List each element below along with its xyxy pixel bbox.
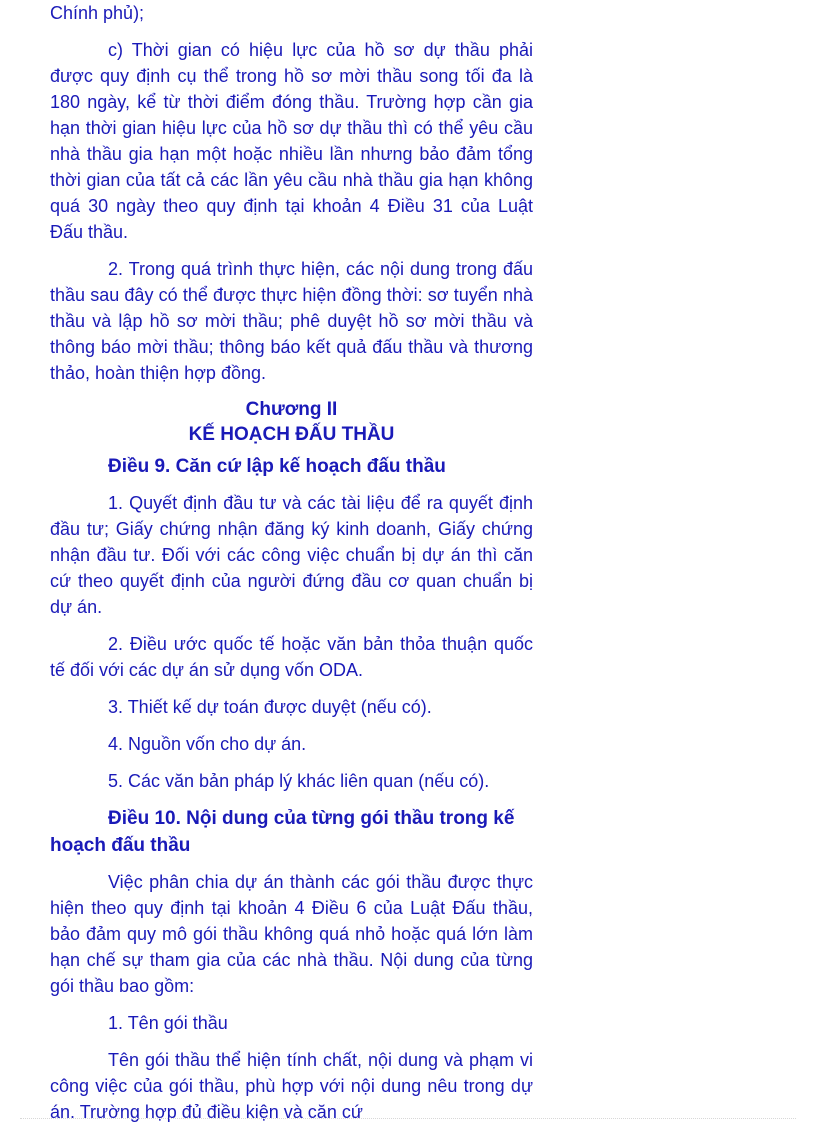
article-9-item-1: 1. Quyết định đầu tư và các tài liệu để ra quyết định đầu tư; Giấy chứng nhận đăng ký kinh doanh, Giấy chứng nhận đầu tư. Đối với các công việc chuẩn bị dự án thì căn cứ theo quyết định của người đứng đầu cơ quan chuẩn bị dự án. — [50, 493, 533, 617]
article-9-item-5: 5. Các văn bản pháp lý khác liên quan (nếu có). — [108, 771, 490, 791]
article-10-item-1-heading: 1. Tên gói thầu — [108, 1013, 228, 1033]
paragraph-c: c) Thời gian có hiệu lực của hồ sơ dự thầu phải được quy định cụ thể trong hồ sơ mời thầu song tối đa là 180 ngày, kể từ thời điểm đóng thầu. Trường hợp cần gia hạn thời gian hiệu lực của hồ sơ dự thầu thì có thể yêu cầu nhà thầu gia hạn một hoặc nhiều lần nhưng bảo đảm tổng thời gian của tất cả các lần yêu cầu nhà thầu gia hạn không quá 30 ngày theo quy định tại khoản 4 Điều 31 của Luật Đấu thầu. — [50, 40, 533, 242]
paragraph-2: 2. Trong quá trình thực hiện, các nội dung trong đấu thầu sau đây có thể được thực hiện đồng thời: sơ tuyển nhà thầu và lập hồ sơ mời thầu; phê duyệt hồ sơ mời thầu và thông báo mời thầu; thông báo kết quả đấu thầu và thương thảo, hoàn thiện hợp đồng. — [50, 259, 533, 383]
article-10-item-1-text: Tên gói thầu thể hiện tính chất, nội dung và phạm vi công việc của gói thầu, phù hợp với nội dung nêu trong dự án. Trường hợp đủ điều kiện và căn cứ — [50, 1050, 533, 1122]
article-9-title: Điều 9. Căn cứ lập kế hoạch đấu thầu — [108, 456, 446, 477]
article-9-item-4: 4. Nguồn vốn cho dự án. — [108, 734, 307, 754]
chapter-title: KẾ HOẠCH ĐẤU THẦU — [188, 424, 395, 445]
chapter-label: Chương II — [245, 399, 338, 420]
top-fragment: Chính phủ); — [50, 3, 145, 23]
article-10-title: Điều 10. Nội dung của từng gói thầu trong kế hoạch đấu thầu — [50, 808, 515, 856]
article-9-item-3: 3. Thiết kế dự toán được duyệt (nếu có). — [108, 697, 432, 717]
article-9-item-2: 2. Điều ước quốc tế hoặc văn bản thỏa thuận quốc tế đối với các dự án sử dụng vốn ODA. — [50, 634, 533, 680]
document-page — [50, 0, 533, 1136]
page-bottom-divider — [20, 1118, 796, 1119]
article-10-intro: Việc phân chia dự án thành các gói thầu được thực hiện theo quy định tại khoản 4 Điều 6 của Luật Đấu thầu, bảo đảm quy mô gói thầu không quá nhỏ hoặc quá lớn làm hạn chế sự tham gia của các nhà thầu. Nội dung của từng gói thầu bao gồm: — [50, 872, 533, 996]
